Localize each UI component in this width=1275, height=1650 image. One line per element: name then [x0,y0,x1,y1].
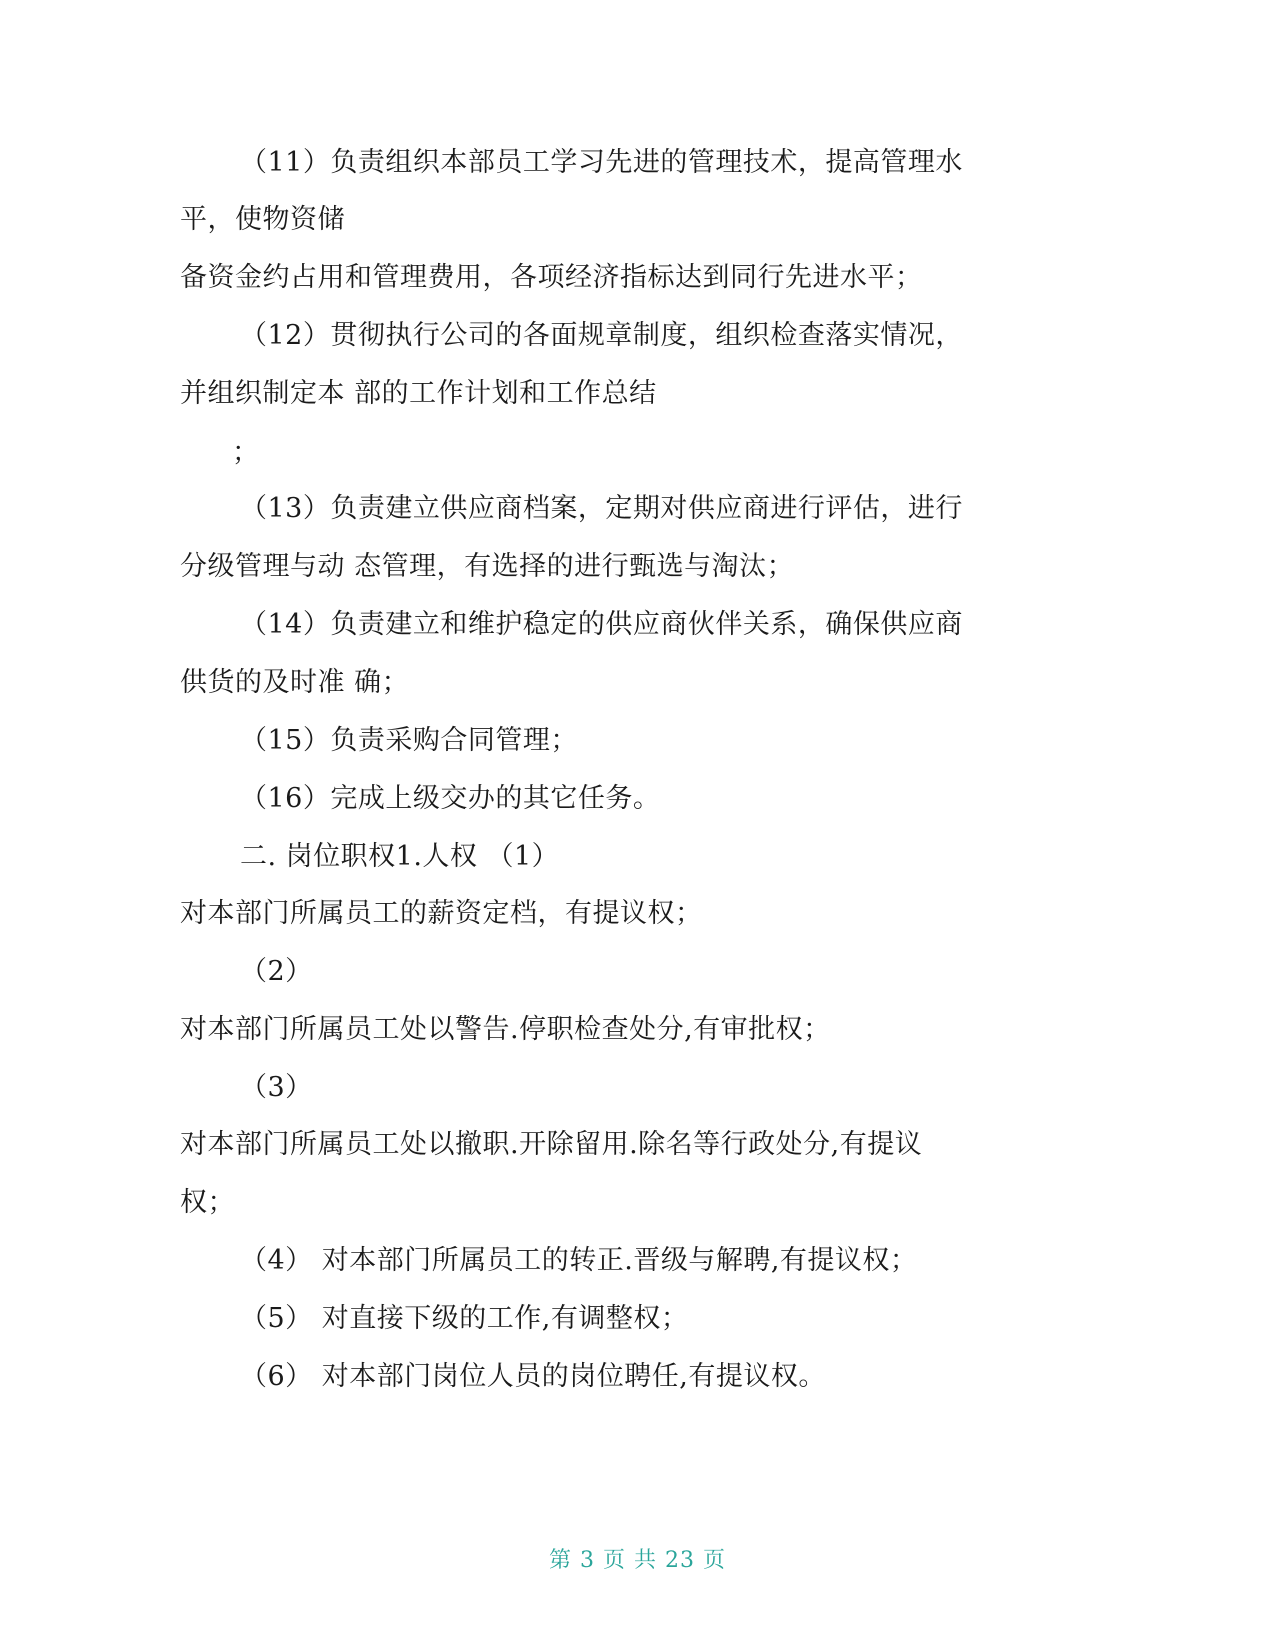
paragraph-line: 平，使物资储 [180,204,345,235]
paragraph-line: （14）负责建立和维护稳定的供应商伙伴关系，确保供应商 [240,609,963,640]
paragraph-line: （2） [240,956,313,987]
paragraph-line: ； [232,437,260,468]
section-heading: 二. 岗位职权1.人权 （1） [240,841,560,872]
paragraph-line: （12）贯彻执行公司的各面规章制度，组织检查落实情况， [240,320,963,351]
paragraph-line: 权； [180,1187,235,1218]
paragraph-line: （6） 对本部门岗位人员的岗位聘任,有提议权。 [240,1361,826,1392]
paragraph-line: （16）完成上级交办的其它任务。 [240,783,661,814]
paragraph-line: 供货的及时准 确； [180,667,410,698]
paragraph-line: （15）负责采购合同管理； [240,725,578,756]
paragraph-line: 备资金约占用和管理费用，各项经济指标达到同行先进水平； [180,262,923,293]
page-number-footer: 第 3 页 共 23 页 [549,1548,726,1573]
paragraph-line: 对本部门所属员工处以警告.停职检查处分,有审批权； [180,1014,831,1045]
paragraph-line: （13）负责建立供应商档案，定期对供应商进行评估，进行 [240,493,963,524]
paragraph-line: 对本部门所属员工处以撤职.开除留用.除名等行政处分,有提议 [180,1129,923,1160]
paragraph-line: 分级管理与动 态管理，有选择的进行甄选与淘汰； [180,551,795,582]
paragraph-line: 对本部门所属员工的薪资定档，有提议权； [180,898,703,929]
paragraph-line: （3） [240,1072,313,1103]
paragraph-line: （11）负责组织本部员工学习先进的管理技术，提高管理水 [240,147,963,178]
paragraph-line: （5） 对直接下级的工作,有调整权； [240,1303,689,1334]
paragraph-line: （4） 对本部门所属员工的转正.晋级与解聘,有提议权； [240,1245,918,1276]
paragraph-line: 并组织制定本 部的工作计划和工作总结 [180,378,657,409]
